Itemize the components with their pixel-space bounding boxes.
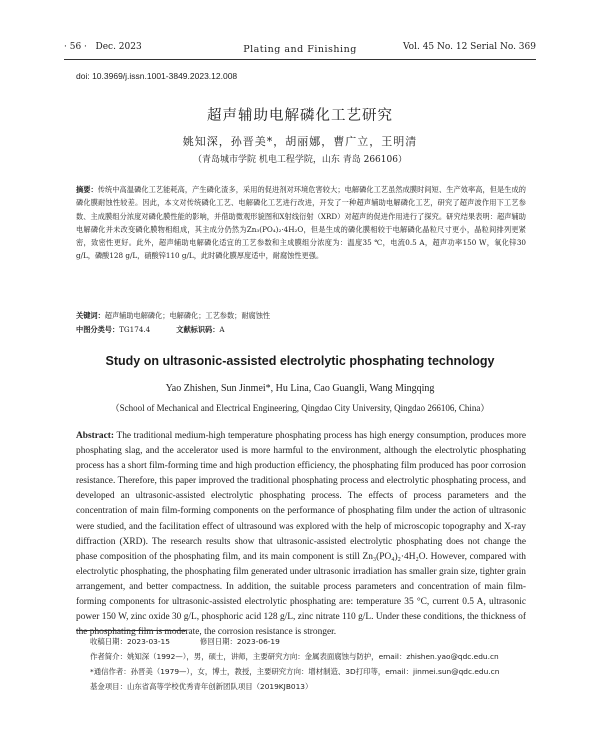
classification-chinese [76, 323, 526, 336]
running-header [64, 42, 536, 58]
abstract-chinese-label: 摘要： [76, 185, 98, 194]
abstract-english-label: Abstract: [76, 431, 115, 441]
title-chinese: 超声辅助电解磷化工艺研究 [207, 108, 393, 124]
doc-code-value: A [219, 325, 225, 334]
clc-label: 中图分类号： [76, 325, 120, 334]
abstract-english-text: The traditional medium-high temperature phosphating process has high energy consumption, produces more phosphating slag, and the accelerator used is more harmful to the environment, although the electrolytic phosphating process has a short film-forming time and high production efficiency, the phosphating film produced has poor corrosion resistance. Therefore, this paper improved the traditional phosphating process and electrolytic phosphating process, and developed an ultrasonic-assisted electrolytic phosphating process. The effects of process parameters and the concentration of main film-forming components on the performance of phosphating film under the action of ultrasonic were studied, and the facilitation effect of ultrasound was explored with the help of microscopic topography and X-ray diffraction (XRD). The research results show that ultrasonic-assisted electrolytic phosphating does not change the phase composition of the phosphating film, and its main component is still Zn₃(PO₄)₂·4H₂O. However, compared with electrolytic phosphating, the phosphating film generated under ultrasonic irradiation has smaller grain size, tighter grain arrangement, and better compactness. In addition, the suitable process parameters and concentration of main film-forming components for ultrasonic-assisted electrolytic phosphating are: temperature 35 °C, current 0.5 A, ultrasonic power 150 W, zinc oxide 30 g/L, phosphoric acid 128 g/L, zinc nitrate 110 g/L. Under these conditions, the thickness of the phosphating film is moderate, the corrosion resistance is stronger. [76, 431, 526, 638]
authors-english: Yao Zhishen, Sun Jinmei*, Hu Lina, Cao Guangli, Wang Mingqing [165, 383, 435, 394]
affiliation-chinese: （青岛城市学院 机电工程学院，山东 青岛 266106） [193, 155, 407, 165]
received-date: 2023-03-15 [126, 637, 170, 646]
revised-date: 2023-06-19 [236, 637, 280, 646]
abstract-chinese-text: 传统中高温磷化工艺能耗高，产生磷化渣多，采用的促进剂对环境危害较大；电解磷化工艺虽然成膜时间短、生产效率高，但是生成的磷化膜耐蚀性较差。因此，本文对传统磷化工艺、电解磷化工艺进行改进，开发了一种超声辅助电解磷化工艺，研究了超声波作用下工艺参数、主成膜组分浓度对磷化膜性能的影响，并借助微观形貌图和X射线衍射（XRD）对超声的促进作用进行了探究。研究结果表明：超声辅助电解磷化并未改变磷化膜物相组成，其主成分仍然为Zn₃(PO₄)₂·4H₂O，但是生成的磷化膜相较于电解磷化晶粒尺寸更小，晶粒间排列更紧密，致密性更好。此外，超声辅助电解磷化适宜的工艺参数和主成膜组分浓度为：温度35 ℃，电流0.5 A，超声功率150 W，氧化锌30 g/L，磷酸128 g/L，硝酸锌110 g/L，此时磷化膜厚度适中，耐腐蚀性更强。 [76, 185, 526, 261]
received-label: 收稿日期： [90, 637, 127, 646]
footnote-author-bio: 作者简介：姚知深（1992—），男，硕士，讲师，主要研究方向：金属表面腐蚀与防护，email：zhishen.yao@qdc.edu.cn [90, 652, 499, 661]
title-english: Study on ultrasonic-assisted electrolytic phosphating technology [105, 354, 495, 368]
authors-chinese: 姚知深，孙晋美*，胡丽娜，曹广立，王明清 [182, 135, 418, 148]
keywords-label: 关键词： [76, 311, 105, 320]
doc-code-label: 文献标识码： [176, 325, 220, 334]
clc-value: TG174.4 [119, 325, 151, 334]
page-number: · 56 · [64, 42, 87, 52]
issue-date: Dec. 2023 [95, 42, 142, 52]
footnote-fund: 基金项目：山东省高等学校优秀青年创新团队项目（2019KJB013） [90, 682, 313, 691]
footnote-rule [76, 630, 186, 631]
revised-label: 修回日期： [199, 637, 237, 646]
affiliation-english: （School of Mechanical and Electrical Engineering, Qingdao City University, Qingdao 266106, China） [110, 403, 490, 413]
footnote-dates [90, 636, 280, 647]
doi[interactable]: doi: 10.3969/j.issn.1001-3849.2023.12.008 [76, 71, 238, 81]
keywords-chinese [76, 309, 526, 322]
abstract-chinese [76, 183, 526, 263]
journal-name: Plating and Finishing [243, 44, 357, 55]
volume-info: Vol. 45 No. 12 Serial No. 369 [403, 42, 536, 52]
footnote-corresponding-author: *通信作者：孙晋美（1979—），女，博士，教授，主要研究方向：增材制造、3D打印等，email：jinmei.sun@qdc.edu.cn [90, 667, 500, 676]
header-rule [64, 59, 536, 60]
keywords-text: 超声辅助电解磷化；电解磷化；工艺参数；耐腐蚀性 [104, 311, 271, 320]
abstract-english [76, 429, 526, 640]
